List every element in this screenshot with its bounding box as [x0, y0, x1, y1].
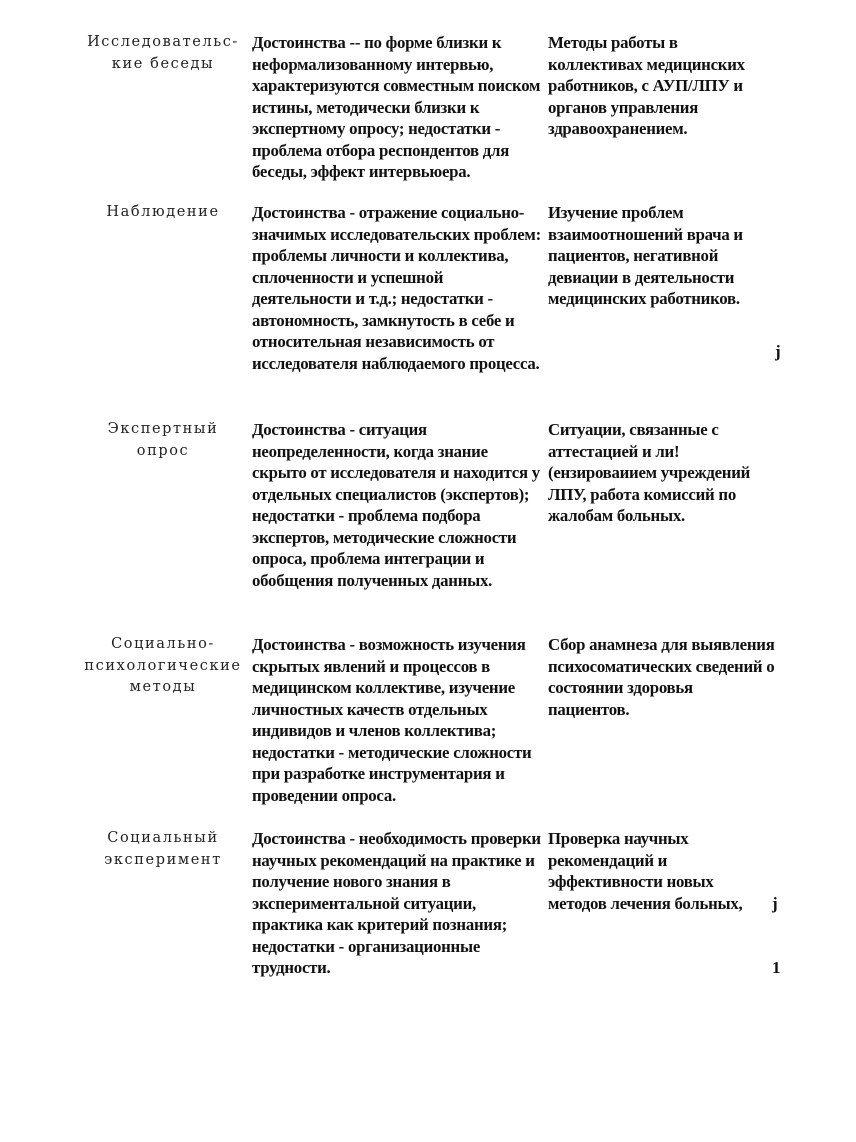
method-description: Достоинства -- по форме близки к неформализованному интервью, характеризуются совместным поиском истины, методически близки к экспертному опросу; недостатки - проблема отбора респондентов для беседы, эффект интервьюера.: [252, 33, 541, 181]
margin-mark: j: [772, 894, 778, 913]
method-name: Экспертный опрос: [107, 421, 219, 459]
method-name: Наблюдение: [106, 204, 220, 220]
method-name: Исследовательс-кие беседы: [87, 34, 239, 72]
method-name: Социально-психологические методы: [84, 636, 242, 695]
method-application: Изучение проблем взаимоотношений врача и пациентов, негативной девиации в деятельности медицинских работников.: [548, 203, 743, 308]
method-description: Достоинства - ситуация неопределенности, когда знание скрыто от исследователя и находится у отдельных специалистов (экспертов); недостатки - проблема подбора экспертов, методические сложности опроса, проблема интеграции и обобщения полученных данных.: [252, 420, 540, 590]
method-description: Достоинства - возможность изучения скрытых явлений и процессов в медицинском коллективе, изучение личностных качеств отдельных индивидов и членов коллектива; недостатки - методические сложности при разработке инструментария и проведении опроса.: [252, 635, 532, 805]
method-description: Достоинства - необходимость проверки научных рекомендаций на практике и получение нового знания в экспериментальной ситуации, практика как критерий познания; недостатки - организационные трудности.: [252, 829, 541, 977]
method-application: Сбор анамнеза для выявления психосоматических сведений о состоянии здоровья пациентов.: [548, 635, 775, 719]
method-description: Достоинства - отражение социально- значимых исследовательских проблем: проблемы личности и коллектива, сплоченности и успешной деятельности и т.д.; недостатки - автономность, замкнутость в себе и относительная независимость от исследователя наблюдаемого процесса.: [252, 203, 541, 373]
method-application: Методы работы в коллективах медицинских работников, с АУП/ЛПУ и органов управления здравоохранением.: [548, 33, 745, 138]
method-name: Социальный эксперимент: [104, 830, 222, 868]
method-application: Ситуации, связанные с аттестацией и ли!(ензироваиием учреждений ЛПУ, работа комиссий по жалобам больных.: [548, 420, 751, 525]
margin-mark: 1: [772, 958, 781, 977]
margin-mark: j: [775, 342, 781, 361]
method-application: Проверка научных рекомендаций и эффективности новых методов лечения больных,: [548, 829, 743, 913]
